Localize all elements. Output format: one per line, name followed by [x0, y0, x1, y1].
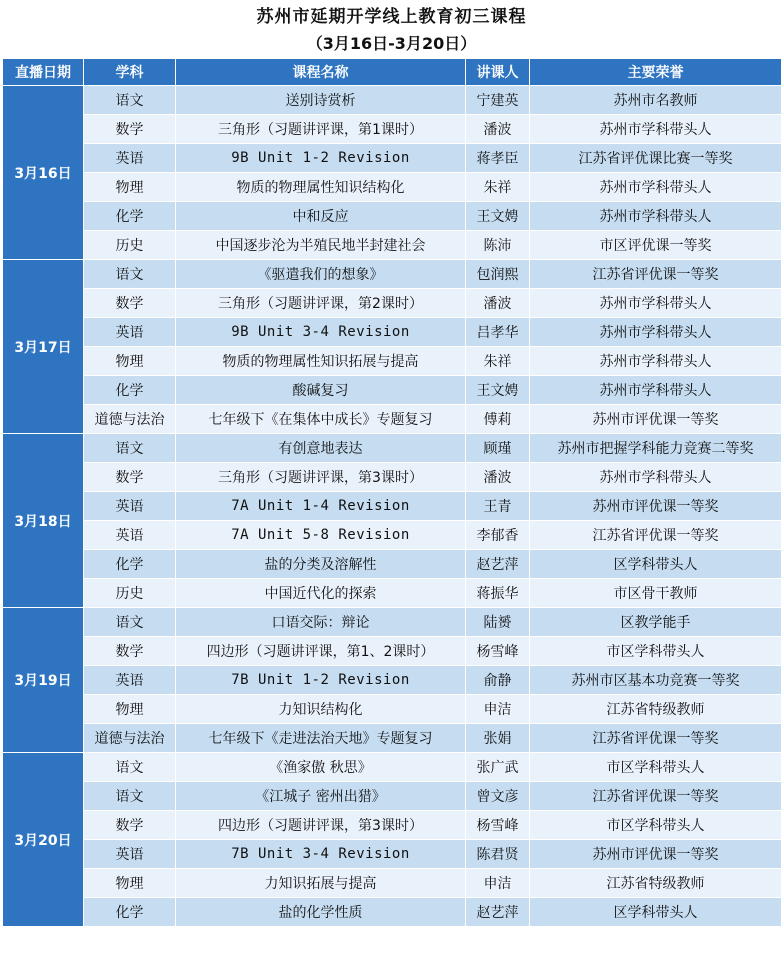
course-cell: 7A Unit 1-4 Revision — [176, 492, 466, 521]
course-cell: 七年级下《在集体中成长》专题复习 — [176, 405, 466, 434]
teacher-cell: 赵艺萍 — [466, 550, 530, 579]
subject-cell: 语文 — [84, 608, 176, 637]
course-cell: 物质的物理属性知识拓展与提高 — [176, 347, 466, 376]
table-header-row — [3, 59, 782, 86]
teacher-cell: 顾瑾 — [466, 434, 530, 463]
table-row — [3, 579, 782, 608]
subject-cell: 物理 — [84, 347, 176, 376]
course-cell: 物质的物理属性知识结构化 — [176, 173, 466, 202]
honor-cell: 市区学科带头人 — [530, 811, 782, 840]
honor-cell: 苏州市学科带头人 — [530, 289, 782, 318]
course-cell: 《江城子 密州出猎》 — [176, 782, 466, 811]
teacher-cell: 陆赟 — [466, 608, 530, 637]
teacher-cell: 吕孝华 — [466, 318, 530, 347]
honor-cell: 市区学科带头人 — [530, 753, 782, 782]
title-block — [0, 0, 783, 58]
date-cell: 3月16日 — [3, 86, 84, 260]
teacher-cell: 俞静 — [466, 666, 530, 695]
course-cell: 盐的化学性质 — [176, 898, 466, 927]
course-cell: 力知识拓展与提高 — [176, 869, 466, 898]
subject-cell: 化学 — [84, 376, 176, 405]
honor-cell: 苏州市学科带头人 — [530, 463, 782, 492]
table-row — [3, 173, 782, 202]
course-cell: 有创意地表达 — [176, 434, 466, 463]
course-cell: 中国逐步沦为半殖民地半封建社会 — [176, 231, 466, 260]
subject-cell: 语文 — [84, 434, 176, 463]
subject-cell: 数学 — [84, 115, 176, 144]
subject-cell: 化学 — [84, 202, 176, 231]
honor-cell: 江苏省评优课一等奖 — [530, 782, 782, 811]
subject-cell: 英语 — [84, 492, 176, 521]
header-teacher: 讲课人 — [466, 59, 530, 86]
honor-cell: 苏州市学科带头人 — [530, 318, 782, 347]
page-title: 苏州市延期开学线上教育初三课程 — [256, 7, 527, 27]
subject-cell: 英语 — [84, 521, 176, 550]
course-cell: 《驱遣我们的想象》 — [176, 260, 466, 289]
honor-cell: 区学科带头人 — [530, 898, 782, 927]
course-cell: 力知识结构化 — [176, 695, 466, 724]
teacher-cell: 王青 — [466, 492, 530, 521]
header-subject: 学科 — [84, 59, 176, 86]
honor-cell: 江苏省评优课一等奖 — [530, 724, 782, 753]
subject-cell: 物理 — [84, 695, 176, 724]
date-cell: 3月19日 — [3, 608, 84, 753]
subject-cell: 化学 — [84, 898, 176, 927]
table-row — [3, 753, 782, 782]
table-row — [3, 231, 782, 260]
course-cell: 三角形（习题讲评课，第2课时） — [176, 289, 466, 318]
table-body — [3, 86, 782, 927]
subject-cell: 道德与法治 — [84, 724, 176, 753]
date-cell: 3月17日 — [3, 260, 84, 434]
honor-cell: 苏州市把握学科能力竞赛二等奖 — [530, 434, 782, 463]
subject-cell: 数学 — [84, 811, 176, 840]
course-cell: 7B Unit 3-4 Revision — [176, 840, 466, 869]
table-row — [3, 463, 782, 492]
subject-cell: 语文 — [84, 753, 176, 782]
table-row — [3, 724, 782, 753]
teacher-cell: 申洁 — [466, 869, 530, 898]
honor-cell: 市区评优课一等奖 — [530, 231, 782, 260]
honor-cell: 江苏省评优课一等奖 — [530, 521, 782, 550]
honor-cell: 苏州市区基本功竞赛一等奖 — [530, 666, 782, 695]
teacher-cell: 潘波 — [466, 115, 530, 144]
course-cell: 9B Unit 3-4 Revision — [176, 318, 466, 347]
course-cell: 中国近代化的探索 — [176, 579, 466, 608]
table-row — [3, 347, 782, 376]
honor-cell: 市区学科带头人 — [530, 637, 782, 666]
table-row — [3, 521, 782, 550]
teacher-cell: 杨雪峰 — [466, 637, 530, 666]
course-schedule-table — [2, 58, 782, 927]
table-row — [3, 86, 782, 115]
teacher-cell: 陈君贤 — [466, 840, 530, 869]
subject-cell: 数学 — [84, 289, 176, 318]
table-row — [3, 811, 782, 840]
course-cell: 《渔家傲 秋思》 — [176, 753, 466, 782]
teacher-cell: 蒋振华 — [466, 579, 530, 608]
honor-cell: 苏州市评优课一等奖 — [530, 840, 782, 869]
teacher-cell: 蒋孝臣 — [466, 144, 530, 173]
subject-cell: 英语 — [84, 318, 176, 347]
honor-cell: 江苏省特级教师 — [530, 869, 782, 898]
teacher-cell: 张广武 — [466, 753, 530, 782]
honor-cell: 苏州市名教师 — [530, 86, 782, 115]
teacher-cell: 潘波 — [466, 289, 530, 318]
honor-cell: 苏州市学科带头人 — [530, 347, 782, 376]
header-date: 直播日期 — [3, 59, 84, 86]
subject-cell: 道德与法治 — [84, 405, 176, 434]
course-cell: 口语交际：辩论 — [176, 608, 466, 637]
honor-cell: 苏州市学科带头人 — [530, 173, 782, 202]
teacher-cell: 王文娉 — [466, 376, 530, 405]
header-course: 课程名称 — [176, 59, 466, 86]
course-cell: 7A Unit 5-8 Revision — [176, 521, 466, 550]
table-row — [3, 695, 782, 724]
course-cell: 中和反应 — [176, 202, 466, 231]
teacher-cell: 陈沛 — [466, 231, 530, 260]
teacher-cell: 宁建英 — [466, 86, 530, 115]
table-row — [3, 666, 782, 695]
subject-cell: 英语 — [84, 666, 176, 695]
teacher-cell: 李郁香 — [466, 521, 530, 550]
table-row — [3, 289, 782, 318]
table-row — [3, 405, 782, 434]
subject-cell: 英语 — [84, 144, 176, 173]
table-row — [3, 637, 782, 666]
subject-cell: 化学 — [84, 550, 176, 579]
table-row — [3, 492, 782, 521]
table-row — [3, 782, 782, 811]
date-cell: 3月18日 — [3, 434, 84, 608]
honor-cell: 苏州市评优课一等奖 — [530, 405, 782, 434]
header-honor: 主要荣誉 — [530, 59, 782, 86]
honor-cell: 市区骨干教师 — [530, 579, 782, 608]
teacher-cell: 申洁 — [466, 695, 530, 724]
page-subtitle: （3月16日-3月20日） — [306, 34, 477, 53]
honor-cell: 江苏省评优课比赛一等奖 — [530, 144, 782, 173]
subject-cell: 物理 — [84, 869, 176, 898]
honor-cell: 苏州市评优课一等奖 — [530, 492, 782, 521]
table-row — [3, 144, 782, 173]
teacher-cell: 朱祥 — [466, 347, 530, 376]
table-row — [3, 115, 782, 144]
course-cell: 酸碱复习 — [176, 376, 466, 405]
teacher-cell: 赵艺萍 — [466, 898, 530, 927]
course-cell: 四边形（习题讲评课，第3课时） — [176, 811, 466, 840]
subject-cell: 数学 — [84, 463, 176, 492]
table-row — [3, 434, 782, 463]
course-cell: 三角形（习题讲评课，第1课时） — [176, 115, 466, 144]
course-cell: 9B Unit 1-2 Revision — [176, 144, 466, 173]
table-row — [3, 376, 782, 405]
teacher-cell: 傅莉 — [466, 405, 530, 434]
teacher-cell: 包润熙 — [466, 260, 530, 289]
honor-cell: 江苏省特级教师 — [530, 695, 782, 724]
teacher-cell: 潘波 — [466, 463, 530, 492]
honor-cell: 江苏省评优课一等奖 — [530, 260, 782, 289]
subject-cell: 数学 — [84, 637, 176, 666]
course-cell: 四边形（习题讲评课，第1、2课时） — [176, 637, 466, 666]
date-cell: 3月20日 — [3, 753, 84, 927]
honor-cell: 苏州市学科带头人 — [530, 115, 782, 144]
course-cell: 七年级下《走进法治天地》专题复习 — [176, 724, 466, 753]
table-row — [3, 840, 782, 869]
table-row — [3, 318, 782, 347]
honor-cell: 苏州市学科带头人 — [530, 376, 782, 405]
course-cell: 盐的分类及溶解性 — [176, 550, 466, 579]
table-row — [3, 550, 782, 579]
subject-cell: 语文 — [84, 782, 176, 811]
course-cell: 三角形（习题讲评课，第3课时） — [176, 463, 466, 492]
honor-cell: 苏州市学科带头人 — [530, 202, 782, 231]
subject-cell: 历史 — [84, 579, 176, 608]
subject-cell: 历史 — [84, 231, 176, 260]
subject-cell: 语文 — [84, 86, 176, 115]
teacher-cell: 张娟 — [466, 724, 530, 753]
teacher-cell: 曾文彦 — [466, 782, 530, 811]
table-row — [3, 898, 782, 927]
course-cell: 7B Unit 1-2 Revision — [176, 666, 466, 695]
table-row — [3, 202, 782, 231]
table-row — [3, 608, 782, 637]
teacher-cell: 朱祥 — [466, 173, 530, 202]
teacher-cell: 杨雪峰 — [466, 811, 530, 840]
honor-cell: 区教学能手 — [530, 608, 782, 637]
subject-cell: 物理 — [84, 173, 176, 202]
teacher-cell: 王文娉 — [466, 202, 530, 231]
course-cell: 送别诗赏析 — [176, 86, 466, 115]
honor-cell: 区学科带头人 — [530, 550, 782, 579]
subject-cell: 语文 — [84, 260, 176, 289]
subject-cell: 英语 — [84, 840, 176, 869]
table-row — [3, 260, 782, 289]
table-row — [3, 869, 782, 898]
